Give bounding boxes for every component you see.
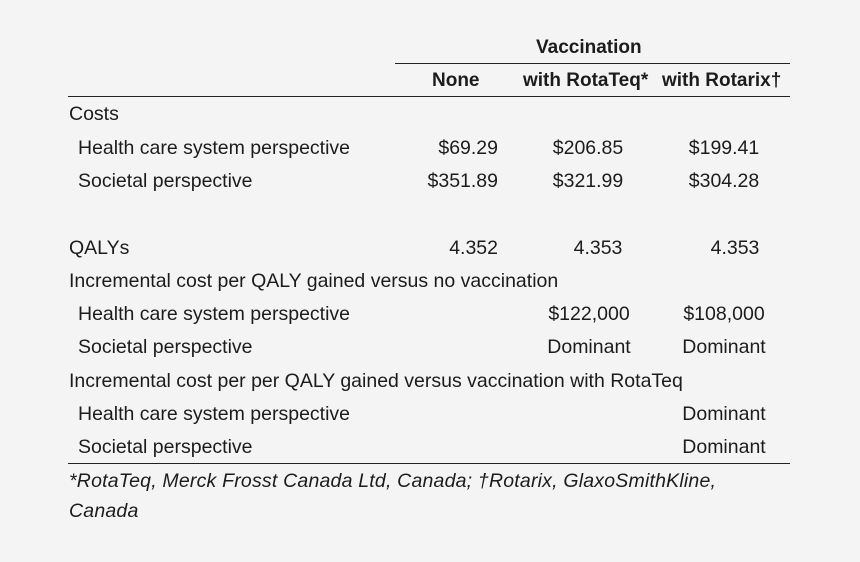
row-label: Health care system perspective [78, 303, 351, 325]
cell-rotateq: $321.99 [552, 170, 624, 192]
cell-rotarix: Dominant [682, 336, 766, 358]
header-vaccination-rule [395, 63, 790, 64]
cell-rotarix: $108,000 [683, 303, 765, 325]
row-label: Societal perspective [78, 436, 253, 458]
cell-rotarix: $304.28 [688, 170, 760, 192]
row-label: Societal perspective [78, 336, 253, 358]
section-incremental-vs-rotateq: Incremental cost per per QALY gained versus vaccination with RotaTeq [69, 370, 683, 392]
section-incremental-vs-none: Incremental cost per QALY gained versus no vaccination [69, 270, 559, 292]
row-label: Health care system perspective [78, 137, 351, 159]
header-col-rotateq: with RotaTeq* [523, 70, 649, 91]
cell-rotarix: $199.41 [688, 137, 760, 159]
cell-none: $351.89 [427, 170, 498, 192]
cell-none: 4.352 [449, 237, 498, 259]
footnote-line-2: Canada [69, 500, 139, 522]
table-bottom-rule [68, 463, 790, 464]
cell-rotateq: Dominant [547, 336, 631, 358]
header-vaccination: Vaccination [536, 37, 642, 58]
cell-rotarix: 4.353 [710, 237, 760, 259]
cell-none: $69.29 [438, 137, 498, 159]
header-col-none: None [432, 70, 480, 91]
cell-rotarix: Dominant [682, 436, 766, 458]
header-col-rotarix: with Rotarix† [662, 70, 782, 91]
row-label: Societal perspective [78, 170, 253, 192]
section-costs: Costs [69, 103, 119, 125]
header-bottom-rule [68, 96, 790, 97]
cell-rotateq: 4.353 [573, 237, 623, 259]
cell-rotateq: $122,000 [548, 303, 630, 325]
row-label: Health care system perspective [78, 403, 351, 425]
footnote-line-1: *RotaTeq, Merck Frosst Canada Ltd, Canada; †Rotarix, GlaxoSmithKline, [69, 470, 717, 492]
cell-rotateq: $206.85 [552, 137, 624, 159]
row-label: QALYs [69, 237, 130, 259]
cell-rotarix: Dominant [682, 403, 766, 425]
